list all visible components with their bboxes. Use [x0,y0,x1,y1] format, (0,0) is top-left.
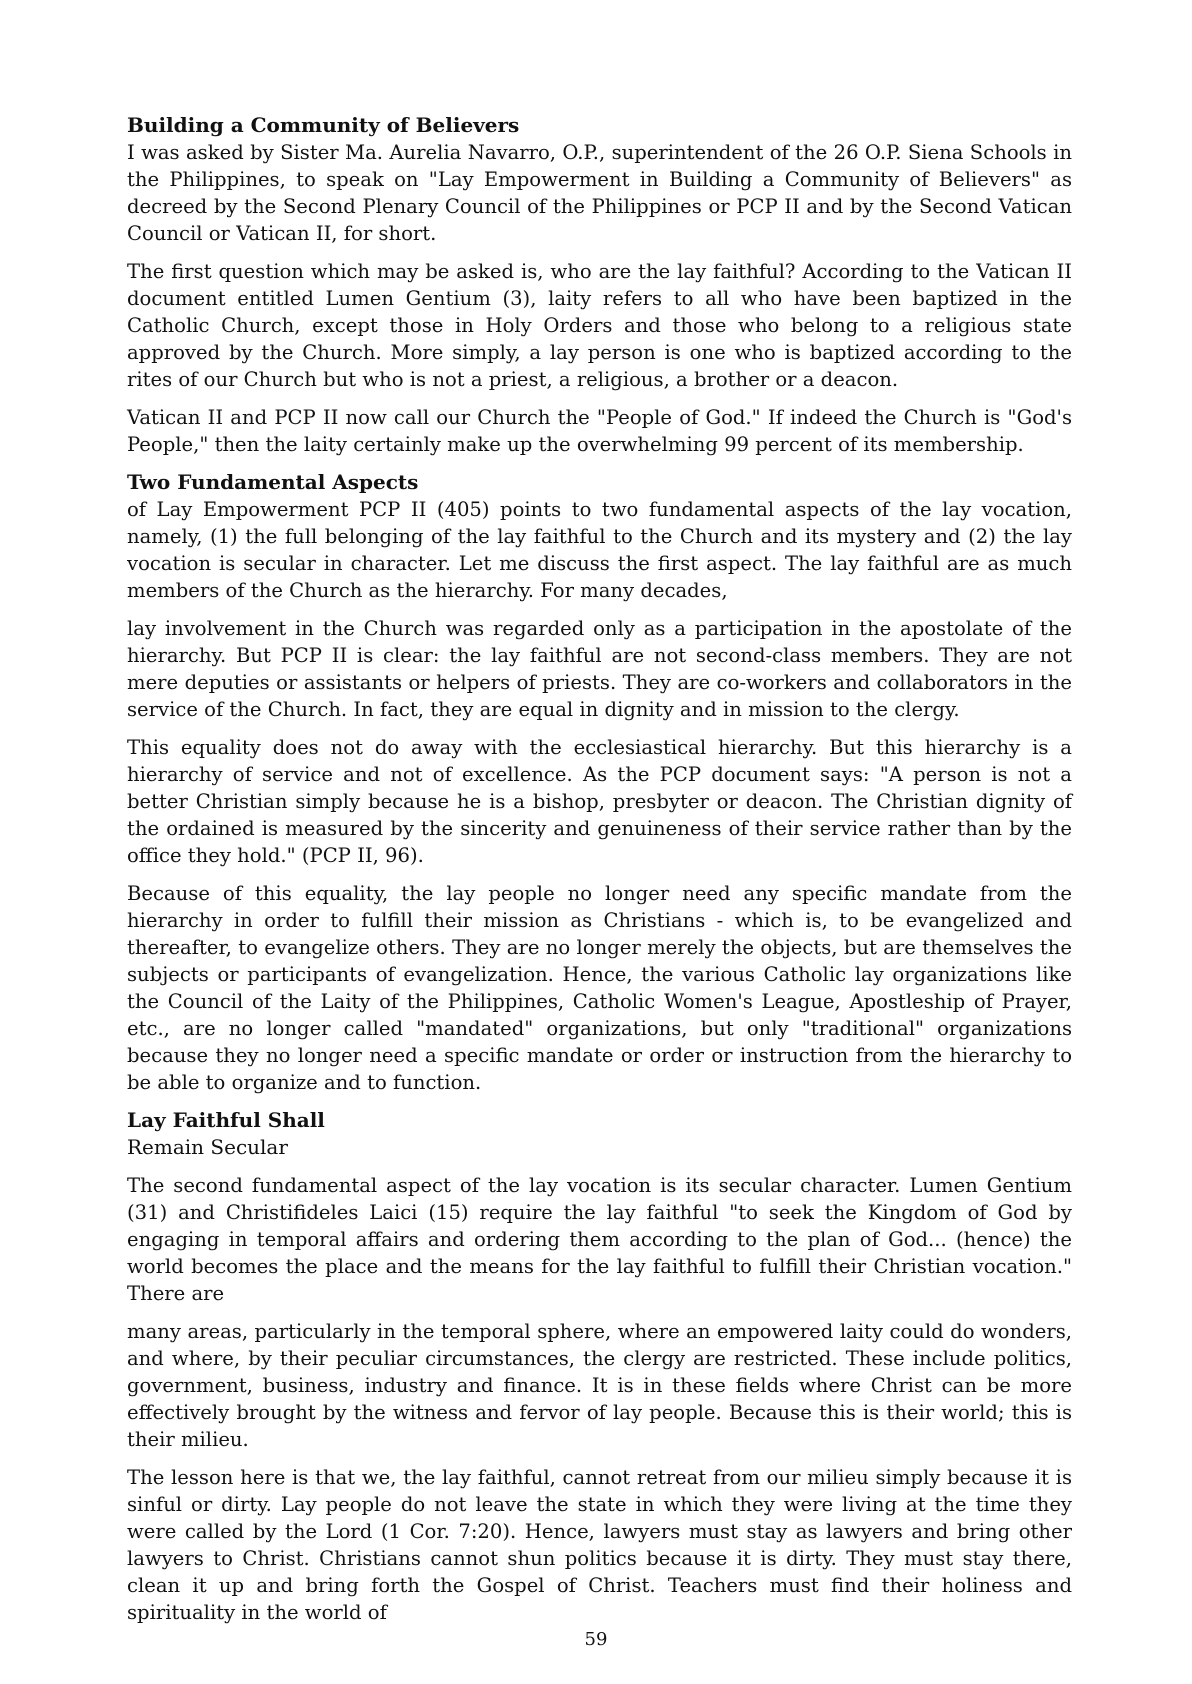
paragraph: Because of this equality, the lay people no longer need any specific mandate from the hierarchy in order to fulfill their mission as Christians - which is, to be evangelized and thereafter, to evangelize others. They are no longer merely the objects, but are themselves the subjects or participants of evangelization. Hence, the various Catholic lay organizations like the Council of the Laity of the Philippines, Catholic Women's League, Apostleship of Prayer, etc., are no longer called "mandated" organizations, but only "traditional" organizations because they no longer need a specific mandate or order or instruction from the hierarchy to be able to organize and to function. [127,882,1072,1094]
section-heading: Lay Faithful Shall [127,1108,325,1132]
paragraph: The first question which may be asked is, who are the lay faithful? According to the Vatican II document entitled Lumen Gentium (3), laity refers to all who have been baptized in the Catholic Church, except those in Holy Orders and those who belong to a religious state approved by the Church. More simply, a lay person is one who is baptized according to the rites of our Church but who is not a priest, a religious, a brother or a deacon. [127,260,1072,391]
section-building-community [127,112,1072,458]
paragraph: of Lay Empowerment PCP II (405) points to two fundamental aspects of the lay vocation, namely, (1) the full belonging of the lay faithful to the Church and its mystery and (2) the lay vocation is secular in character. Let me discuss the first aspect. The lay faithful are as much members of the Church as the hierarchy. For many decades, [127,498,1072,602]
section-heading: Building a Community of Believers [127,113,520,137]
section-subheading: Remain Secular [127,1135,288,1159]
section-lay-faithful-secular [127,1107,1072,1626]
document-page [127,112,1072,1637]
paragraph: Vatican II and PCP II now call our Church the "People of God." If indeed the Church is "God's People," then the laity certainly make up the overwhelming 99 percent of its membership. [127,406,1072,456]
paragraph: I was asked by Sister Ma. Aurelia Navarro, O.P., superintendent of the 26 O.P. Siena Schools in the Philippines, to speak on "Lay Empowerment in Building a Community of Believers" as decreed by the Second Plenary Council of the Philippines or PCP II and by the Second Vatican Council or Vatican II, for short. [127,141,1072,245]
paragraph: The second fundamental aspect of the lay vocation is its secular character. Lumen Gentium (31) and Christifideles Laici (15) require the lay faithful "to seek the Kingdom of God by engaging in temporal affairs and ordering them according to the plan of God... (hence) the world becomes the place and the means for the lay faithful to fulfill their Christian vocation." There are [127,1174,1072,1305]
paragraph: many areas, particularly in the temporal sphere, where an empowered laity could do wonders, and where, by their peculiar circumstances, the clergy are restricted. These include politics, government, business, industry and finance. It is in these fields where Christ can be more effectively brought by the witness and fervor of lay people. Because this is their world; this is their milieu. [127,1320,1072,1451]
section-two-fundamental-aspects [127,469,1072,1096]
section-heading: Two Fundamental Aspects [127,470,419,494]
paragraph: The lesson here is that we, the lay faithful, cannot retreat from our milieu simply because it is sinful or dirty. Lay people do not leave the state in which they were living at the time they were called by the Lord (1 Cor. 7:20). Hence, lawyers must stay as lawyers and bring other lawyers to Christ. Christians cannot shun politics because it is dirty. They must stay there, clean it up and bring forth the Gospel of Christ. Teachers must find their holiness and spirituality in the world of [127,1466,1072,1624]
paragraph: This equality does not do away with the ecclesiastical hierarchy. But this hierarchy is a hierarchy of service and not of excellence. As the PCP document says: "A person is not a better Christian simply because he is a bishop, presbyter or deacon. The Christian dignity of the ordained is measured by the sincerity and genuineness of their service rather than by the office they hold." (PCP II, 96). [127,736,1072,867]
page-number: 59 [584,1629,608,1650]
paragraph: lay involvement in the Church was regarded only as a participation in the apostolate of the hierarchy. But PCP II is clear: the lay faithful are not second-class members. They are not mere deputies or assistants or helpers of priests. They are co-workers and collaborators in the service of the Church. In fact, they are equal in dignity and in mission to the clergy. [127,617,1072,721]
